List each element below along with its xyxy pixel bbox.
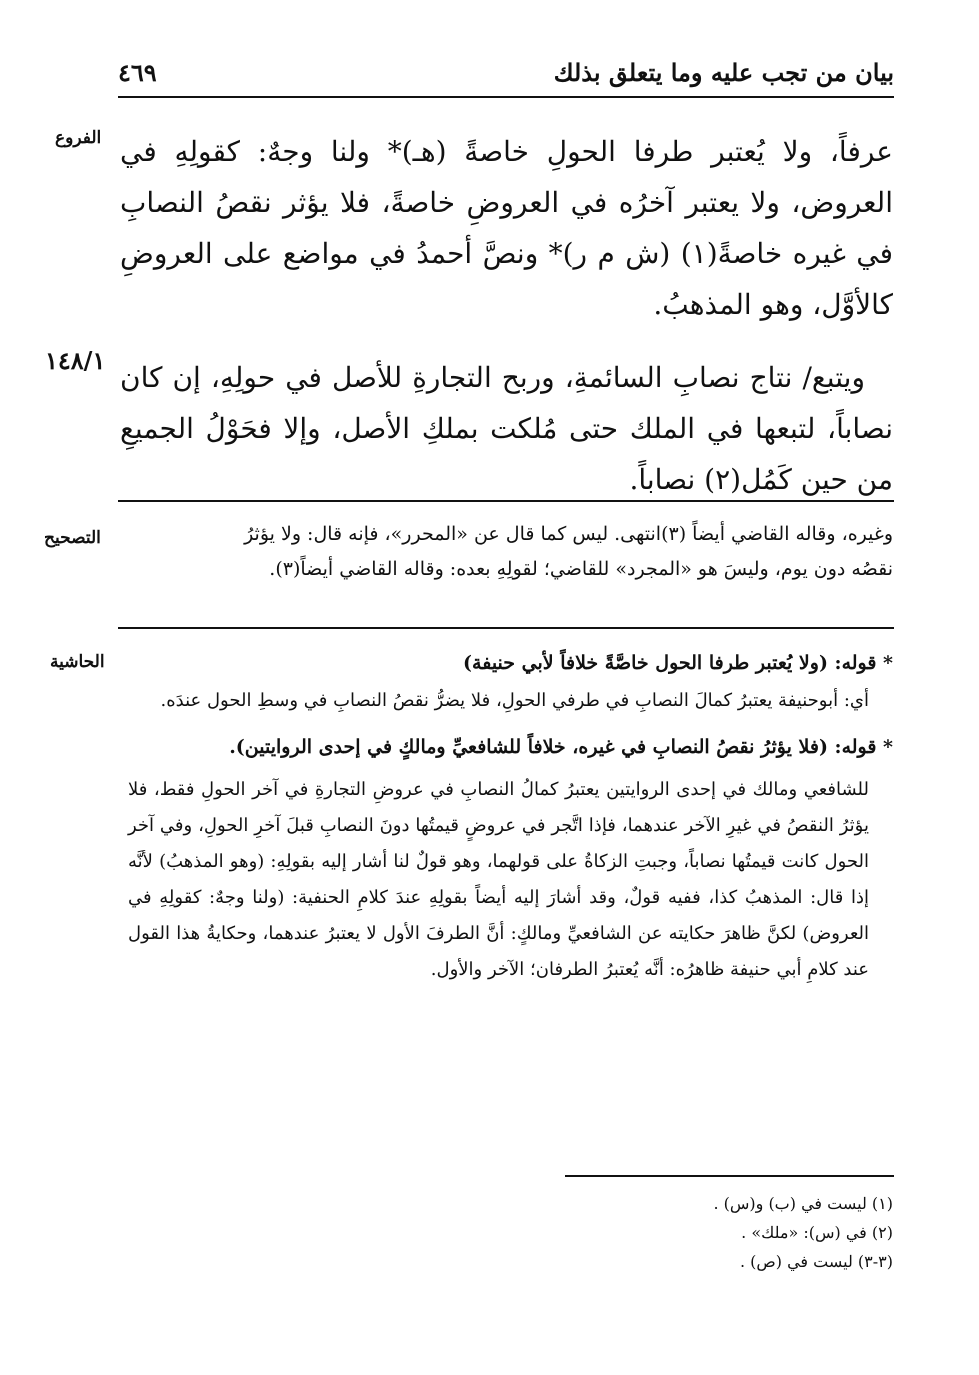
running-title: بيان من تجب عليه وما يتعلق بذلك (553, 58, 894, 87)
margin-label-hashiya: الحاشية (50, 652, 105, 672)
footnote: (٣-٣) ليست في (ص) . (739, 1252, 893, 1271)
section-divider (118, 627, 894, 629)
hashiya-body: للشافعي ومالك في إحدى الروايتين يعتبرُ كمالُ النصابِ في عروضِ التجارةِ في آخر الحولِ فقط، فلا يؤثرُ النقصُ في غيرِ الآخر عندهما، فإذا اتَّجر في عروضٍ قيمتُها دونَ النصابِ قبلَ آخرِ الحولِ، وفي آخر الحول كانت قيمتُها نصاباً، وجبتِ الزكاةُ على قولهما، وهو قولٌ لنا أشار إليه بقولِهِ: (وهو المذهبُ) لأنَّه إذا قال: المذهبُ كذا، ففيه قولٌ، وقد أشارَ إليه أيضاً بقولِهِ عندَ كلامِ الحنفية: (ولنا وجهٌ: كقولِهِ في العروض) لكنَّ ظاهرَ حكايته عن الشافعيِّ ومالكٍ: أنَّ الطرفَ الأول لا يعتبرُ عندهما، وحكايةُ هذا القول عند كلامِ أبي حنيفة ظاهرُه: أنَّه يُعتبرُ الطرفان؛ الآخر والأول. (128, 779, 869, 980)
footnotes (713, 1189, 893, 1276)
page-header (118, 50, 894, 98)
hashiya-heading: * قوله: (فلا يؤثرُ نقصُ النصابِ في غيره، خلافاً للشافعيِّ ومالكٍ في إحدى الروايتين). (229, 736, 893, 758)
main-paragraph: ويتبع/ نتاج نصابِ السائمةِ، وربح التجارةِ للأصل في حولِهِ، إن كان نصاباً، لتبعها في الملك حتى مُلكت بملكِ الأصل، وإلا فحَوْلُ الجميعِ من حين كَمُل(٢) نصاباً. (120, 361, 893, 496)
main-paragraph: عرفاً، ولا يُعتبر طرفا الحولِ خاصةً (هـ)* ولنا وجهٌ: كقولِهِ في العروض، ولا يعتبر آخرُه في العروضِ خاصةً، فلا يؤثر نقصُ النصابِ في غيره خاصةً(١) (ش م ر)* ونصَّ أحمدُ في مواضع على العروضِ كالأوَّل، وهو المذهبُ. (120, 135, 893, 321)
hashiya-heading: * قوله: (ولا يُعتبر طرفا الحول خاصَّةً خلافاً لأبي حنيفة) (463, 652, 893, 674)
tashih-section (160, 517, 893, 587)
section-divider (118, 500, 894, 502)
footnote: (٢) في (س): «ملك» . (741, 1223, 893, 1242)
volume-page-reference: ١٤٨/١ (45, 346, 106, 375)
margin-label-furu: الفروع (55, 128, 102, 148)
tashih-line: نقصُه دون يوم، وليسَ هو «المجرد» للقاضي؛ لقولِهِ بعده: وقاله القاضي أيضاً(٣). (269, 558, 893, 580)
footnote: (١) ليست في (ب) و(س) . (713, 1194, 893, 1213)
footnote-divider (565, 1175, 894, 1177)
main-text (120, 126, 893, 505)
page-number: ٤٦٩ (118, 58, 157, 87)
margin-label-tashih: التصحيح (44, 528, 101, 548)
hashiya-body: أي: أبوحنيفة يعتبرُ كمالَ النصابِ في طرفي الحولِ، فلا يضرُّ نقصُ النصابِ في وسطِ الحول عندَه. (160, 690, 869, 711)
tashih-line: وغيره، وقاله القاضي أيضاً (٣)انتهى. ليس كما قال عن «المحرر»، فإنه قال: ولا يؤثرُ (244, 523, 893, 545)
hashiya-section (128, 645, 893, 988)
